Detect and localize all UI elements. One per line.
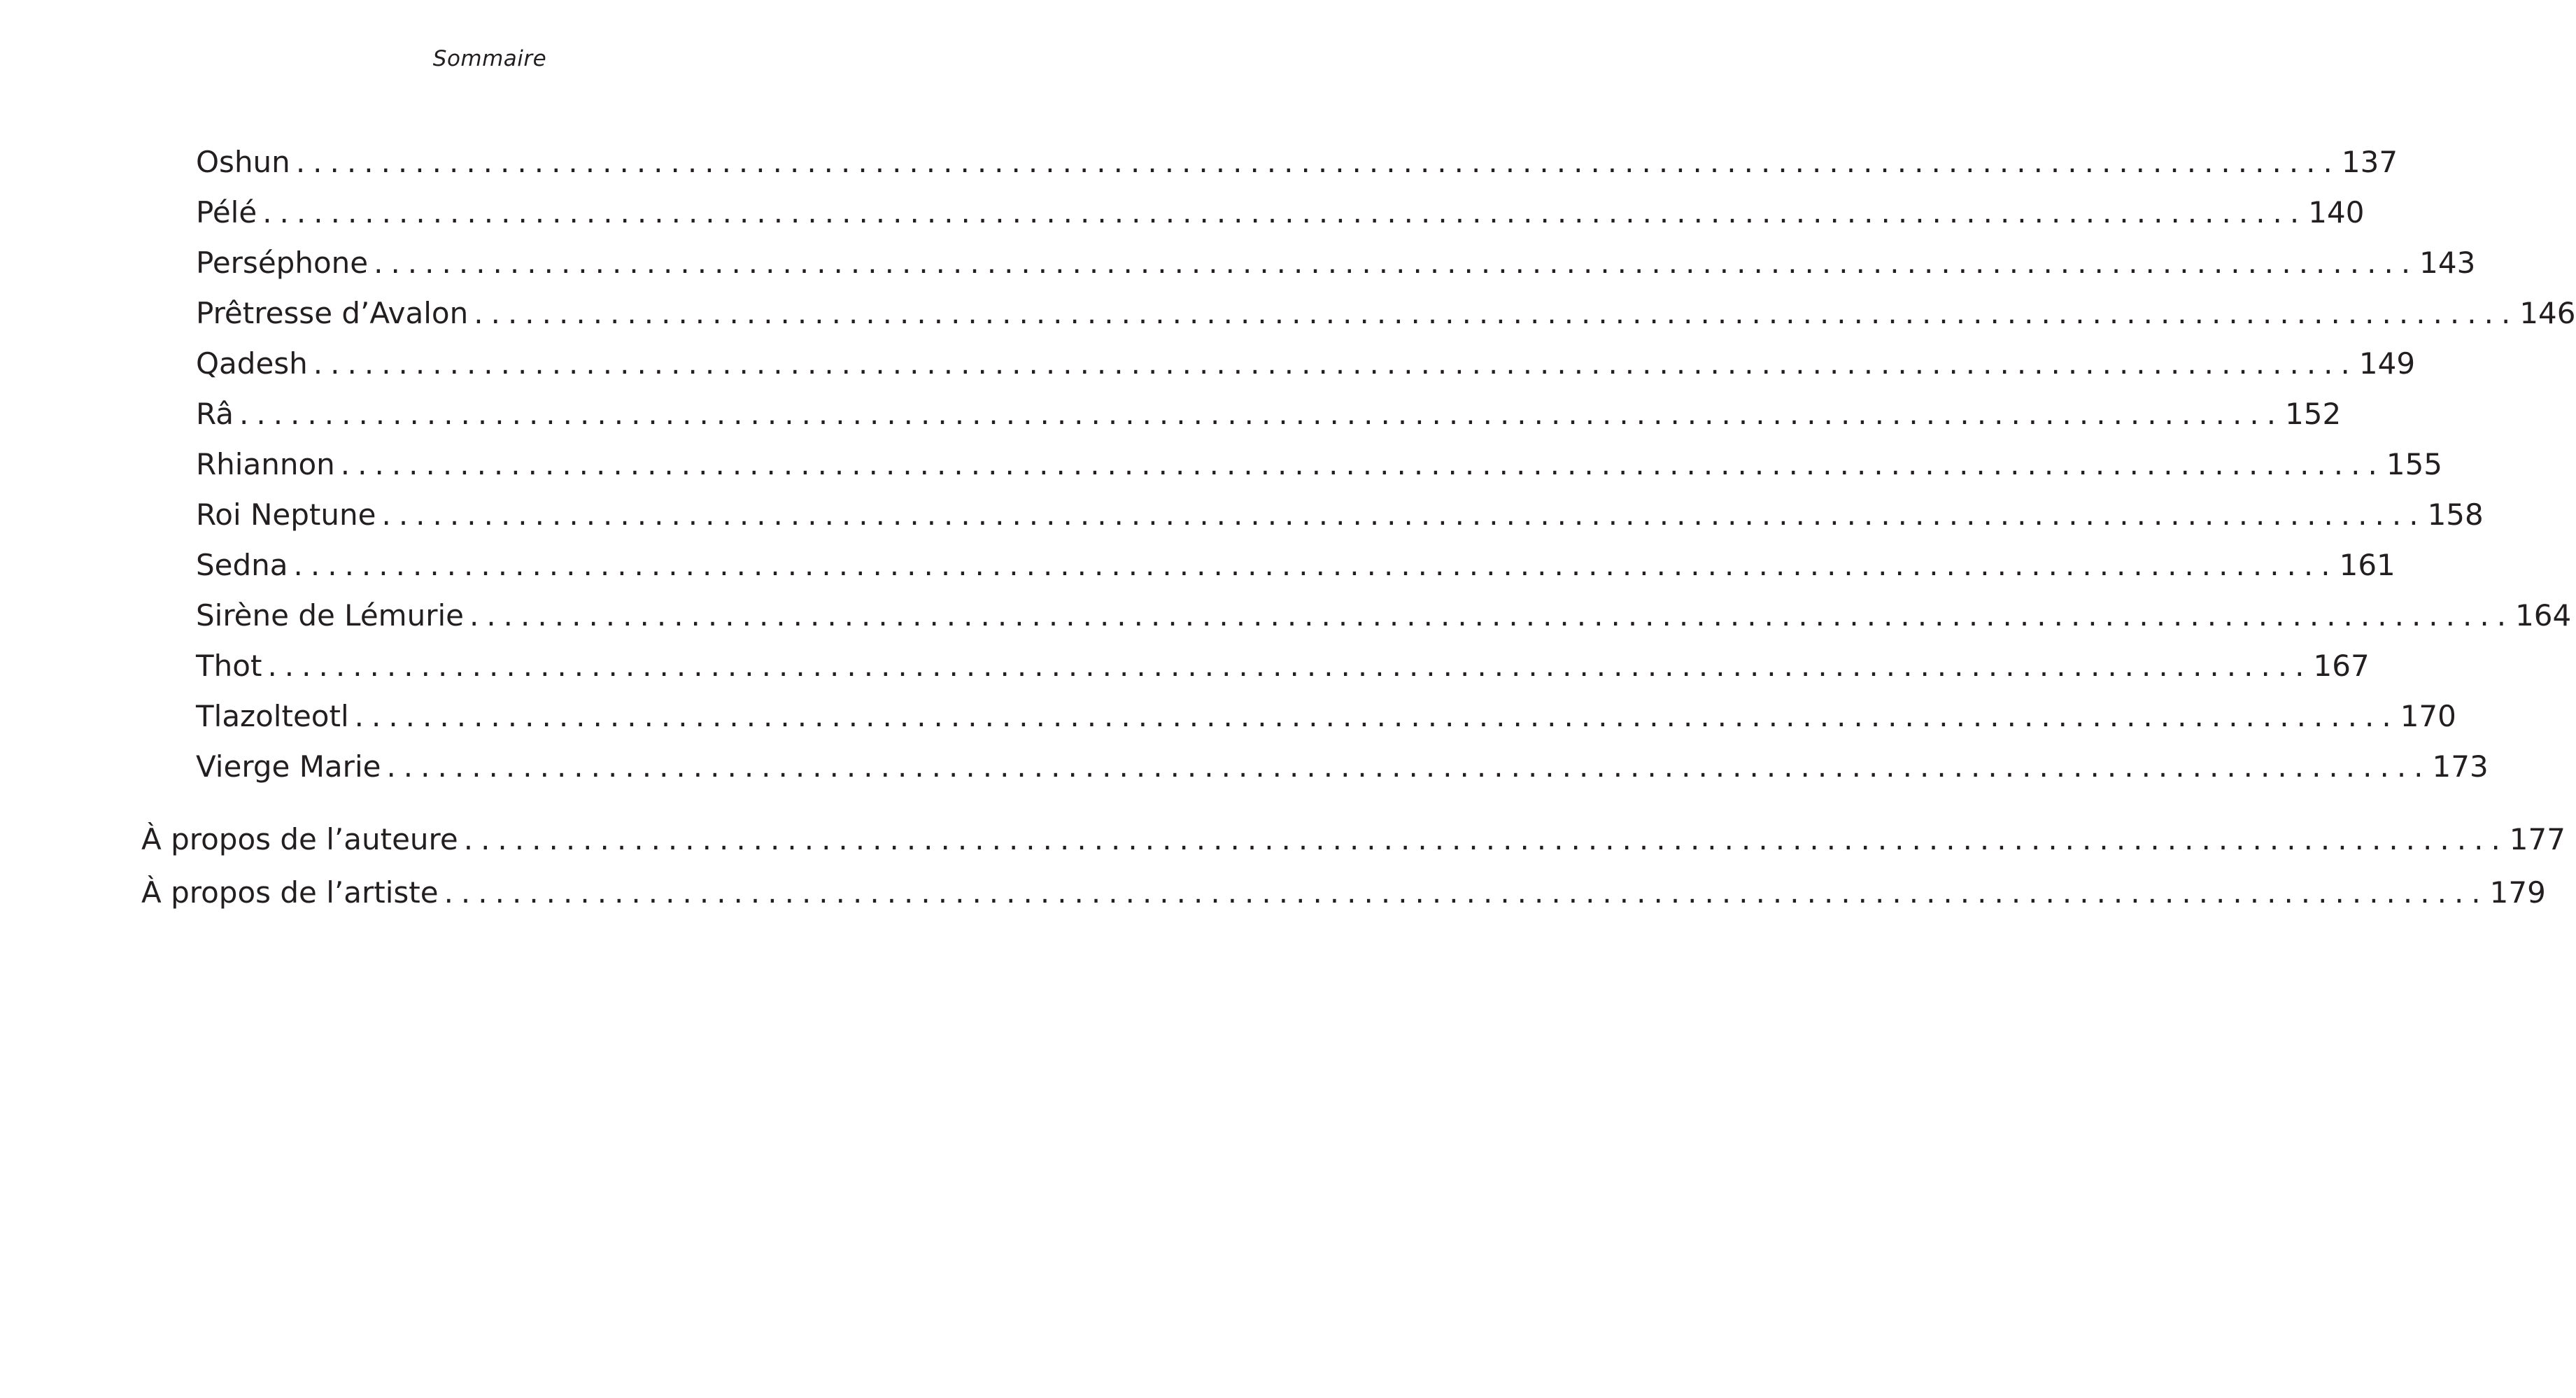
toc-entry-page: 140	[2308, 195, 2365, 230]
toc-entry-title: Thot	[196, 649, 262, 683]
dot-leader: ........................................................................................................................	[340, 447, 2385, 481]
dot-leader: ........................................................................................................................	[239, 397, 2284, 431]
toc-entry-title: Prêtresse d’Avalon	[196, 296, 469, 330]
toc-entry-back-matter[interactable]	[141, 873, 2546, 912]
toc-entry[interactable]	[196, 697, 2456, 736]
toc-entry-page: 161	[2339, 548, 2395, 582]
toc-entry[interactable]	[196, 445, 2443, 484]
toc-entry-page: 179	[2489, 875, 2546, 910]
toc-entry[interactable]	[196, 395, 2342, 434]
dot-leader: ........................................................................................................................	[386, 749, 2431, 784]
toc-entry-title: Pélé	[196, 195, 257, 230]
toc-entry-page: 167	[2313, 649, 2370, 683]
dot-leader: ........................................................................................................................	[313, 346, 2358, 381]
toc-entry-title: Vierge Marie	[196, 749, 381, 784]
toc-entry[interactable]	[196, 294, 2576, 333]
toc-entry-page: 143	[2419, 246, 2476, 280]
toc-entry-title: Tlazolteotl	[196, 699, 349, 733]
toc-entry-back-matter[interactable]	[141, 820, 2566, 859]
toc-entry[interactable]	[196, 596, 2572, 635]
toc-entry-title: Oshun	[196, 145, 290, 179]
toc-entry-page: 137	[2341, 145, 2398, 179]
dot-leader: ........................................................................................................................	[267, 649, 2312, 683]
toc-entry-page: 152	[2285, 397, 2342, 431]
toc-entry[interactable]	[196, 495, 2484, 535]
toc-entry[interactable]	[196, 747, 2489, 786]
dot-leader: ........................................................................................................................	[469, 598, 2514, 633]
toc-entry-title: À propos de l’auteure	[141, 822, 458, 856]
toc-entry[interactable]	[196, 143, 2398, 182]
dot-leader: ........................................................................................................................	[474, 296, 2519, 330]
toc-entry-title: Rhiannon	[196, 447, 335, 481]
toc-entry-page: 155	[2386, 447, 2443, 481]
toc-entry-title: Sedna	[196, 548, 288, 582]
toc-entry[interactable]	[196, 647, 2370, 686]
toc-entry[interactable]	[196, 546, 2395, 585]
dot-leader: ........................................................................................................................	[381, 497, 2426, 532]
toc-entry-page: 158	[2427, 497, 2484, 532]
dot-leader: ........................................................................................................................	[354, 699, 2399, 733]
dot-leader: ........................................................................................................................	[295, 145, 2340, 179]
toc-entry-title: Roi Neptune	[196, 497, 376, 532]
toc-entry-title: Sirène de Lémurie	[196, 598, 464, 633]
dot-leader: ........................................................................................................................	[444, 875, 2489, 910]
dot-leader: ........................................................................................................................	[463, 822, 2508, 856]
toc-entry-page: 170	[2400, 699, 2456, 733]
toc-entry-title: Qadesh	[196, 346, 308, 381]
toc-entry-page: 177	[2509, 822, 2566, 856]
toc-entry-page: 164	[2515, 598, 2572, 633]
toc-entry-title: À propos de l’artiste	[141, 875, 439, 910]
toc-entry-page: 173	[2432, 749, 2489, 784]
running-head-title: Sommaire	[432, 46, 547, 71]
toc-entry[interactable]	[196, 344, 2416, 383]
dot-leader: ........................................................................................................................	[374, 246, 2419, 280]
toc-entry-page: 149	[2358, 346, 2416, 381]
toc-entry-title: Râ	[196, 397, 234, 431]
dot-leader: ........................................................................................................................	[262, 195, 2307, 230]
toc-entry[interactable]	[196, 193, 2365, 232]
dot-leader: ........................................................................................................................	[293, 548, 2338, 582]
toc-entry[interactable]	[196, 243, 2476, 283]
toc-entry-title: Perséphone	[196, 246, 369, 280]
toc-entry-page: 146	[2519, 296, 2576, 330]
